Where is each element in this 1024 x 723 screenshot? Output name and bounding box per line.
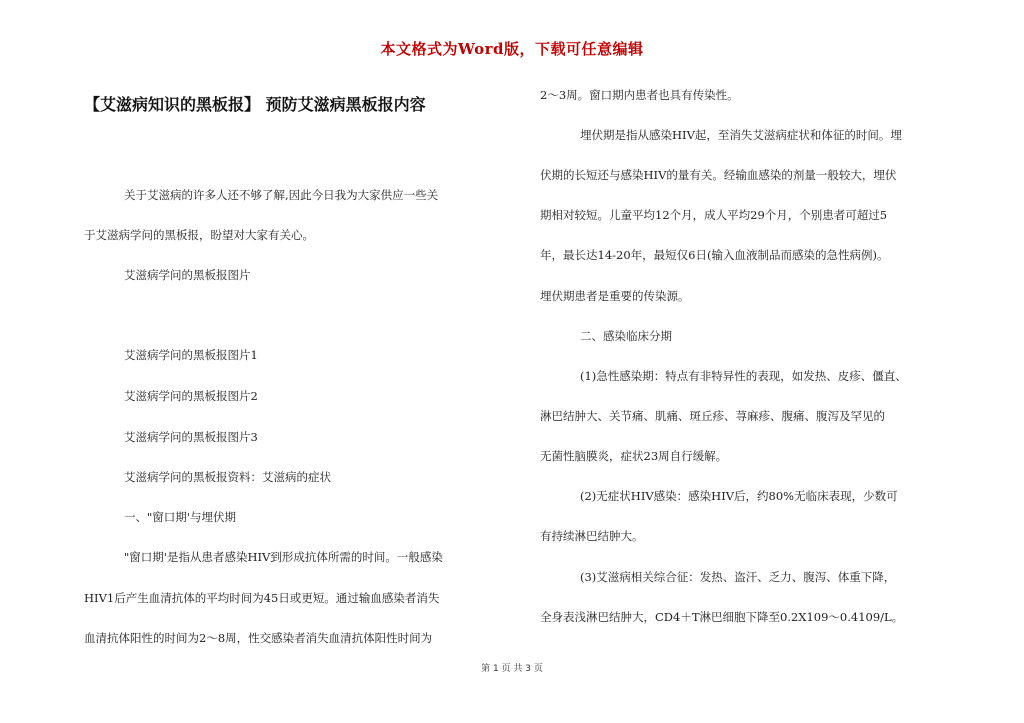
body-line: 全身表浅淋巴结肿大，CD4＋T淋巴细胞下降至0.2X109～0.4109/L。: [540, 610, 904, 624]
body-line: 埋伏期患者是重要的传染源。: [540, 289, 690, 303]
body-line: 艾滋病学问的黑板报图片3: [124, 430, 258, 444]
section-heading: 一、"窗口期'与埋伏期: [124, 510, 236, 524]
document-title: 【艾滋病知识的黑板报】 预防艾滋病黑板报内容: [84, 95, 426, 114]
body-line: 艾滋病学问的黑板报图片2: [124, 389, 258, 403]
body-line: 艾滋病学问的黑板报资料：艾滋病的症状: [124, 470, 331, 484]
body-line: "窗口期'是指从患者感染HIV到形成抗体所需的时间。一般感染: [124, 550, 443, 564]
body-line: 2～3周。窗口期内患者也具有传染性。: [540, 88, 739, 102]
body-line: (2)无症状HIV感染：感染HIV后，约80%无临床表现，少数可: [580, 489, 898, 503]
body-line: 无菌性脑膜炎，症状23周自行缓解。: [540, 449, 728, 463]
body-line: 艾滋病学问的黑板报图片: [124, 268, 251, 282]
body-line: 埋伏期是指从感染HIV起，至消失艾滋病症状和体征的时间。埋: [580, 128, 902, 142]
body-line: 有持续淋巴结肿大。: [540, 529, 644, 543]
body-line: 淋巴结肿大、关节痛、肌痛、斑丘疹、荨麻疹、腹痛、腹泻及罕见的: [540, 409, 885, 423]
section-heading: 二、感染临床分期: [580, 329, 672, 343]
body-line: 艾滋病学问的黑板报图片1: [124, 348, 258, 362]
body-line: 于艾滋病学问的黑板报，盼望对大家有关心。: [84, 228, 314, 242]
body-line: 年，最长达14-20年，最短仅6日(输入血液制品而感染的急性病例)。: [540, 248, 889, 262]
body-line: 伏期的长短还与感染HIV的量有关。经输血感染的剂量一般较大，埋伏: [540, 168, 897, 182]
body-line: 期相对较短。儿童平均12个月，成人平均29个月，个别患者可超过5: [540, 208, 888, 222]
editable-notice-banner: 本文格式为Word版，下载可任意编辑: [380, 40, 644, 58]
body-line: HIV1后产生血清抗体的平均时间为45日或更短。通过输血感染者消失: [84, 591, 440, 605]
page-number: 第 1 页 共 3 页: [481, 664, 543, 674]
body-line: 关于艾滋病的许多人还不够了解,因此今日我为大家供应一些关: [124, 188, 439, 202]
body-line: (3)艾滋病相关综合征：发热、盗汗、乏力、腹泻、体重下降，: [580, 570, 896, 584]
body-line: (1)急性感染期：特点有非特异性的表现，如发热、皮疹、僵直、: [580, 369, 907, 383]
body-line: 血清抗体阳性的时间为2～8周，性交感染者消失血清抗体阳性时间为: [84, 631, 433, 645]
